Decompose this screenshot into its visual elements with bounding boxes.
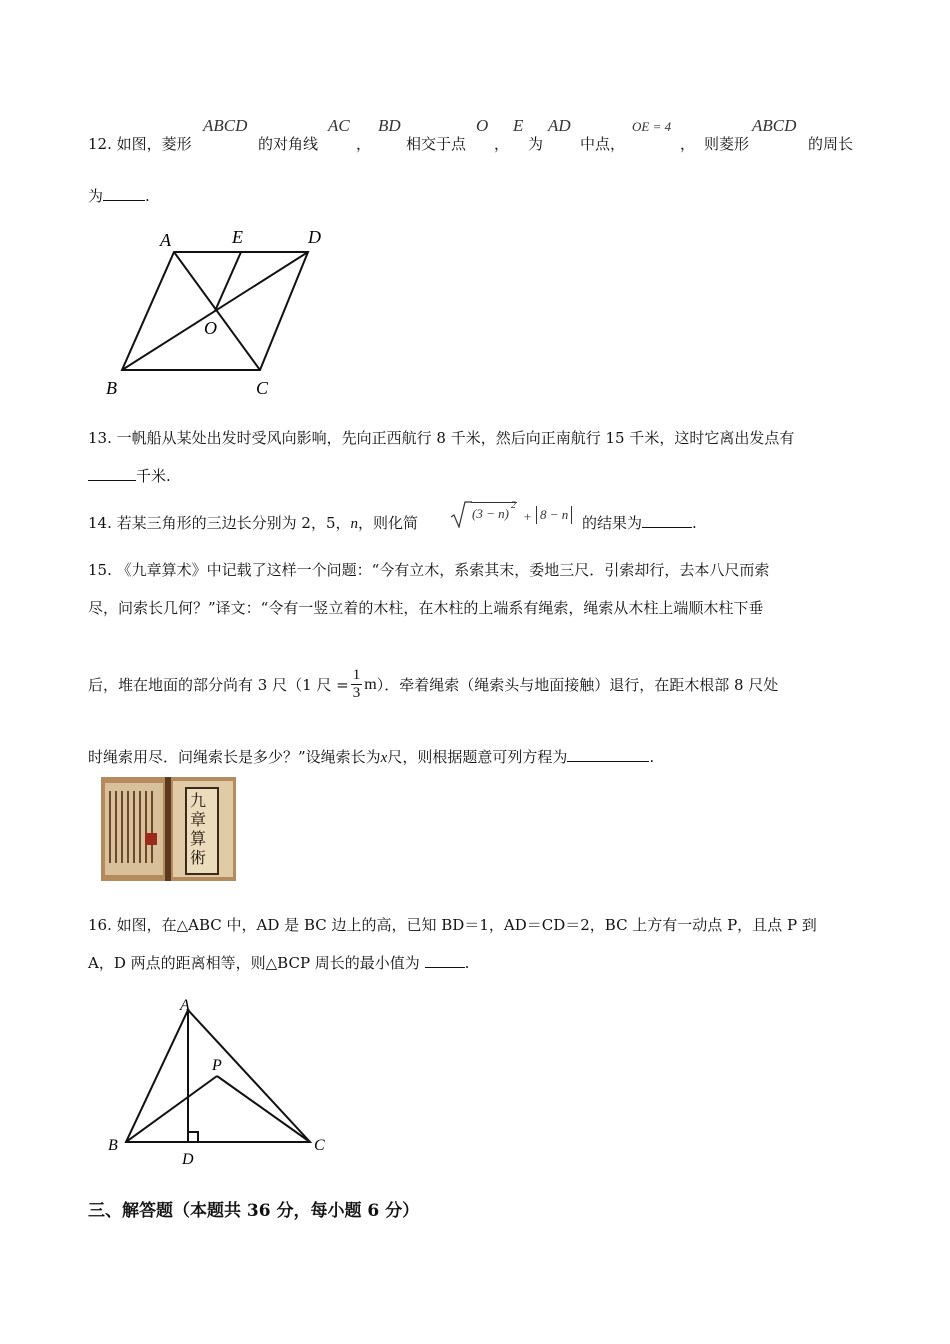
label-a: A <box>160 230 171 250</box>
radical-sign <box>450 500 472 528</box>
q12-number: 12. <box>88 135 112 153</box>
q14-tail: 的结果为 . <box>582 514 697 532</box>
q12-math-o: O <box>476 116 489 135</box>
q12-math-e: E <box>513 116 524 135</box>
q16-number: 16. <box>88 916 112 934</box>
answer-blank <box>425 953 465 968</box>
book-left-page <box>105 783 163 875</box>
book-title: 九章算術 <box>190 791 207 867</box>
q14-line: 14. 若某三角形的三边长分别为 2，5，n，则化简 <box>88 514 419 532</box>
q12-math-abcd: ABCD <box>203 116 248 135</box>
q12-line2: 为 . <box>88 187 150 205</box>
answer-blank <box>88 466 136 481</box>
q14-plus: + <box>523 509 532 524</box>
label-a: A <box>180 997 190 1014</box>
book-photo <box>101 777 236 881</box>
label-c: C <box>256 378 269 398</box>
label-c: C <box>314 1137 325 1154</box>
q12-math-ac: AC <box>328 116 350 135</box>
q12-line1: 12. 如图，菱形 <box>88 135 192 153</box>
q12-math-abcd2: ABCD <box>752 116 797 135</box>
segment-pc <box>217 1076 310 1142</box>
fraction-one-third: $\frac{1}{3}$ <box>352 667 361 701</box>
q15-line2: 尽，问索长几何？”译文：“令有一竖立着的木柱，在木柱的上端系有绳索，绳索从木柱上端顺木柱下垂 <box>88 599 764 617</box>
q12-math-ad: AD <box>548 116 571 135</box>
label-d: D <box>308 227 321 247</box>
book-right-page <box>173 781 233 877</box>
section-heading: 三、解答题（本题共 36 分，每小题 6 分） <box>88 1201 420 1221</box>
q13-number: 13. <box>88 429 112 447</box>
answer-blank <box>103 186 145 201</box>
label-d: D <box>182 1151 194 1168</box>
q13-line2: 千米. <box>88 465 171 486</box>
segment-bp <box>126 1076 217 1142</box>
q16-line1: 16. 如图，在△ABC 中，AD 是 BC 边上的高，已知 BD＝1，AD＝CD＝2，BC 上方有一动点 P，且点 P 到 <box>88 916 817 934</box>
diagonal-ac <box>174 252 260 370</box>
q14-exponent: 2 <box>511 500 516 511</box>
rhombus-figure <box>100 222 340 402</box>
label-o: O <box>204 318 217 338</box>
answer-blank <box>567 747 649 762</box>
q15-number: 15. <box>88 561 112 579</box>
q14-abs-content: 8 − n <box>536 506 572 524</box>
right-angle-mark <box>188 1132 198 1142</box>
q15-line3: 后，堆在地面的部分尚有 3 尺（1 尺 = $\frac{1}{3}$ m ）．牵着绳索（绳索头与地面接触）退行，在距木根部 8 尺处 <box>88 667 779 701</box>
label-p: P <box>212 1057 222 1074</box>
q14-radical-content: (3 − n) <box>472 506 509 521</box>
book-spine <box>165 777 171 881</box>
triangle-figure <box>100 996 340 1176</box>
q13-line1: 13. 一帆船从某处出发时受风向影响，先向正西航行 8 千米，然后向正南航行 15 千米，这时它离出发点有 <box>88 429 795 447</box>
label-e: E <box>232 227 243 247</box>
q12-math-oe: OE = 4 <box>632 119 672 134</box>
q14-number: 14. <box>88 514 112 532</box>
label-b: B <box>108 1137 118 1154</box>
label-b: B <box>106 378 117 398</box>
q15-line4: 时绳索用尽．问绳索长是多少？”设绳索长为x尺，则根据题意可列方程为 . <box>88 748 655 766</box>
answer-blank <box>642 513 692 528</box>
q15-line1: 15. 《九章算术》中记载了这样一个问题：“今有立木，系索其末，委地三尺．引索却行，去本八尺而索 <box>88 561 770 579</box>
q12-math-bd: BD <box>378 116 401 135</box>
q16-line2: A，D 两点的距离相等，则△BCP 周长的最小值为 . <box>88 954 470 972</box>
